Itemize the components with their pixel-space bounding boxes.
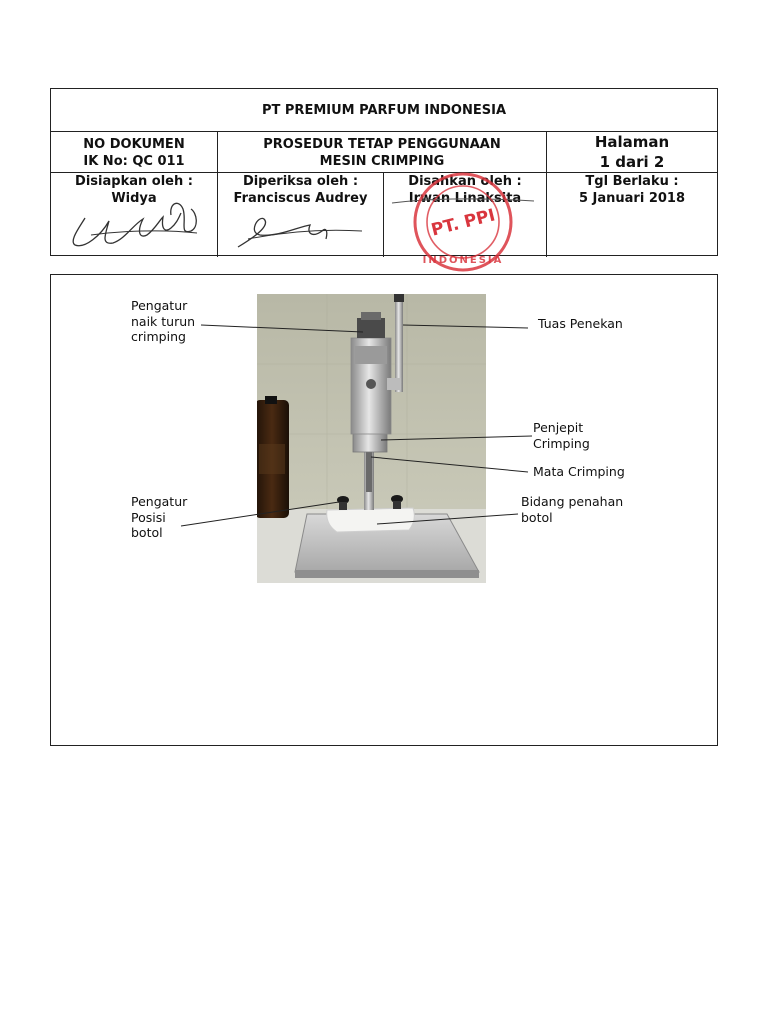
label-position-adjuster: Pengatur Posisi botol	[131, 494, 188, 540]
company-stamp	[400, 170, 526, 274]
prepared-by-name: Widya	[111, 191, 157, 206]
company-name: PT PREMIUM PARFUM INDONESIA	[51, 89, 717, 132]
label-lever: Tuas Penekan	[538, 316, 623, 331]
effective-date-value: 5 Januari 2018	[578, 191, 686, 206]
page-value: 1 dari 2	[599, 153, 665, 171]
label-die: Mata Crimping	[533, 464, 625, 479]
effective-date-cell	[547, 173, 717, 257]
procedure-title-line1: PROSEDUR TETAP PENGGUNAAN	[263, 137, 501, 152]
approved-by-label: Disahkan oleh :	[408, 174, 522, 189]
procedure-title-line2: MESIN CRIMPING	[319, 154, 445, 169]
signature-widya	[51, 173, 218, 257]
page-cell	[547, 132, 717, 173]
prepared-by-cell	[51, 173, 218, 257]
page-label: Halaman	[594, 133, 670, 151]
checked-by-label: Diperiksa oleh :	[242, 174, 359, 189]
signature-franciscus	[218, 173, 384, 257]
doc-number-value: IK No: QC 011	[83, 154, 185, 169]
label-height-adjuster: Pengatur naik turun crimping	[131, 298, 196, 344]
label-bottle-plate: Bidang penahan botol	[521, 494, 624, 525]
svg-text:INDONESIA: INDONESIA	[422, 255, 504, 266]
label-clamp: Penjepit Crimping	[533, 420, 590, 451]
checked-by-name: Franciscus Audrey	[233, 191, 368, 206]
doc-number-cell	[51, 132, 218, 173]
prepared-by-label: Disiapkan oleh :	[75, 174, 193, 189]
diagram-box	[50, 274, 718, 746]
effective-date-label: Tgl Berlaku :	[585, 174, 679, 189]
svg-text:PT. PPI: PT. PPI	[429, 205, 498, 241]
procedure-title-cell	[218, 132, 547, 173]
checked-by-cell	[218, 173, 384, 257]
approved-by-name: Irwan Linaksita	[408, 191, 522, 206]
document-header-table	[50, 88, 718, 256]
doc-number-label: NO DOKUMEN	[83, 137, 185, 152]
